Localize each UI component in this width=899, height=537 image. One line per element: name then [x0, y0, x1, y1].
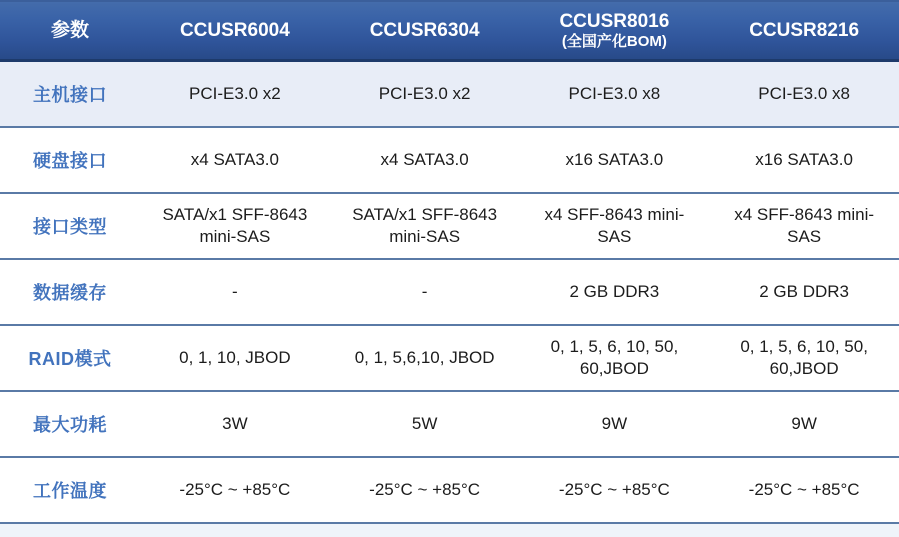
table-cell: -25°C ~ +85°C: [748, 479, 860, 499]
table-cell: SATA/x1 SFF-8643 mini-SAS: [352, 204, 498, 246]
table-cell: -25°C ~ +85°C: [179, 479, 291, 499]
table-row-data-cache: [0, 260, 899, 326]
table-cell: -25°C ~ +85°C: [369, 479, 481, 499]
table-cell: 9W: [791, 413, 817, 433]
table-cell: PCI-E3.0 x8: [568, 83, 661, 103]
table-row-raid-modes: [0, 326, 899, 392]
table-cell: 0, 1, 10, JBOD: [179, 347, 291, 367]
product-name: CCUSR8016: [559, 10, 670, 32]
row-label: 主机接口: [33, 85, 107, 105]
table-cell: 2 GB DDR3: [759, 281, 849, 301]
table-cell: x16 SATA3.0: [565, 149, 664, 169]
header-cell-param: [0, 2, 140, 59]
table-row-operating-temperature: [0, 458, 899, 524]
table-cell: PCI-E3.0 x2: [189, 83, 281, 103]
table-row-host-interface: [0, 62, 899, 128]
table-cell: 2 GB DDR3: [569, 281, 660, 301]
table-cell: -25°C ~ +85°C: [558, 479, 670, 499]
table-cell: 0, 1, 5, 6, 10, 50, 60,JBOD: [740, 336, 868, 378]
table-cell: x16 SATA3.0: [755, 149, 853, 169]
row-label: 工作温度: [33, 481, 107, 501]
product-name: CCUSR6004: [179, 19, 290, 41]
row-label: 最大功耗: [33, 415, 107, 435]
row-label: 数据缓存: [33, 283, 107, 303]
product-name: CCUSR8216: [749, 19, 860, 41]
product-name: CCUSR6304: [369, 19, 480, 41]
table-row-max-power: [0, 392, 899, 458]
table-cell: PCI-E3.0 x2: [378, 83, 471, 103]
row-label: RAID模式: [28, 349, 112, 369]
table-cell: SATA/x1 SFF-8643 mini-SAS: [162, 204, 308, 246]
table-cell: -: [232, 281, 238, 301]
table-cell: 9W: [601, 413, 628, 433]
table-cell: 0, 1, 5,6,10, JBOD: [354, 347, 495, 367]
table-cell: x4 SATA3.0: [190, 149, 279, 169]
row-label: 硬盘接口: [33, 151, 107, 171]
table-cell: x4 SFF-8643 mini-SAS: [734, 204, 875, 246]
table-cell: 5W: [411, 413, 438, 433]
row-label: 接口类型: [33, 217, 107, 237]
table-cell: 0, 1, 5, 6, 10, 50, 60,JBOD: [550, 336, 679, 378]
header-cell-ccusr6304: [330, 2, 520, 59]
header-cell-ccusr8016: [520, 2, 710, 59]
table-cell: x4 SFF-8643 mini-SAS: [544, 204, 685, 246]
table-cell: x4 SATA3.0: [380, 149, 469, 169]
header-param-label: 参数: [50, 19, 89, 41]
header-cell-ccusr6004: [140, 2, 330, 59]
table-row-drive-interface: [0, 128, 899, 194]
table-cell: -: [421, 281, 428, 301]
product-subtitle: (全国产化BOM): [561, 32, 667, 50]
table-header-row: [0, 0, 899, 62]
table-cell: PCI-E3.0 x8: [758, 83, 850, 103]
table-row-connector-type: [0, 194, 899, 260]
header-cell-ccusr8216: [709, 2, 899, 59]
table-cell: 3W: [222, 413, 248, 433]
